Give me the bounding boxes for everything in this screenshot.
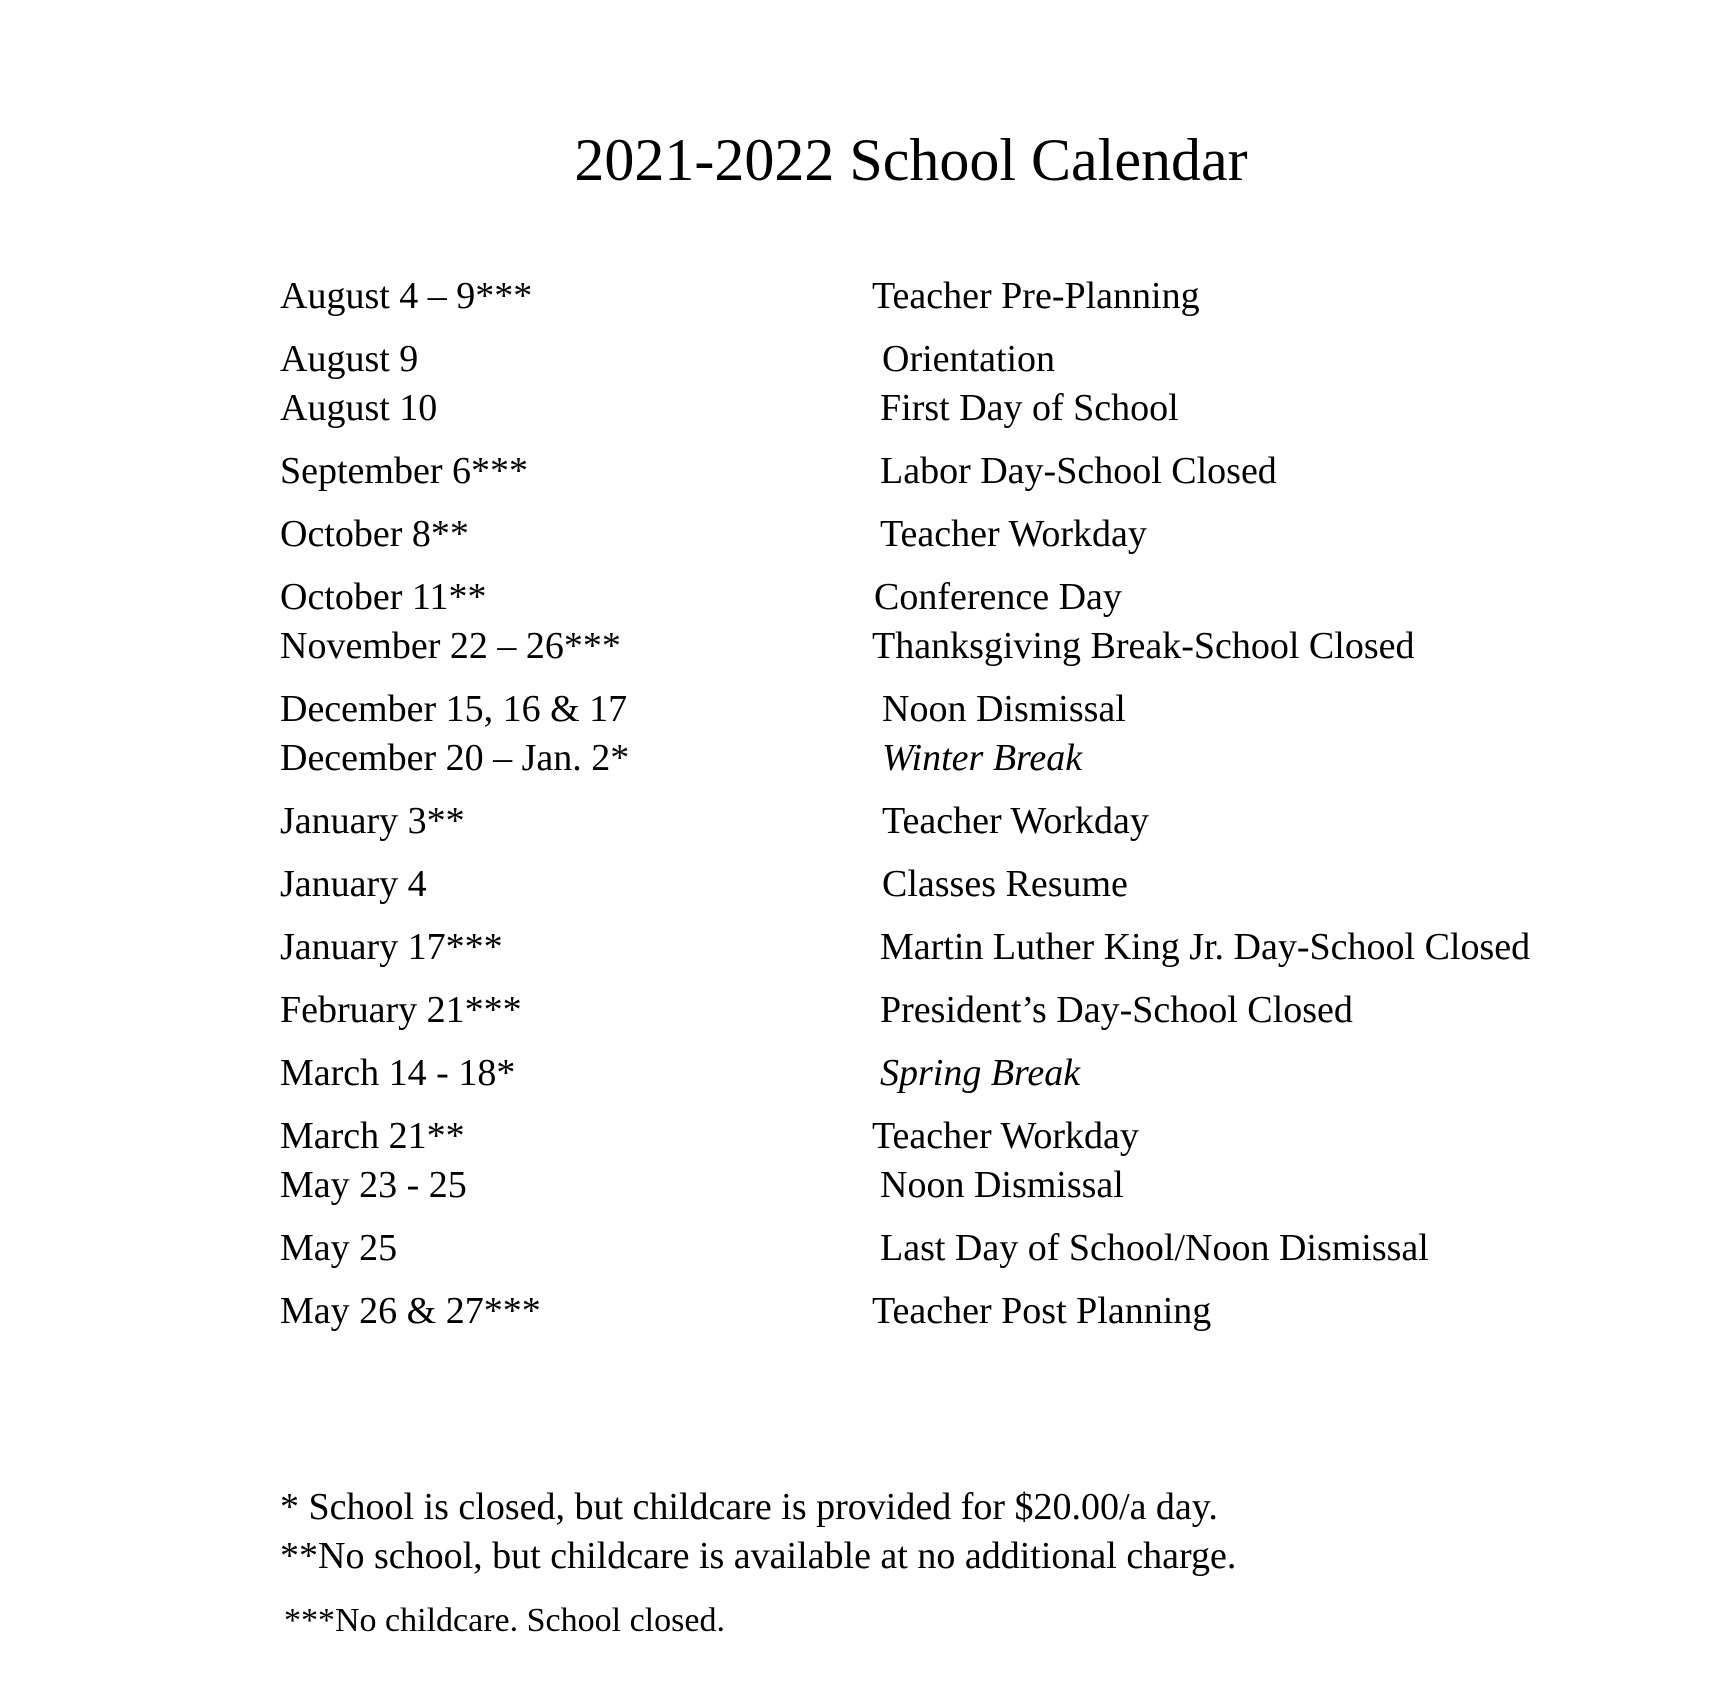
- calendar-date: March 14 - 18*: [280, 1052, 516, 1094]
- calendar-event: Last Day of School/Noon Dismissal: [880, 1227, 1429, 1269]
- calendar-event: President’s Day-School Closed: [880, 989, 1353, 1031]
- calendar-date: February 21***: [280, 989, 522, 1031]
- calendar-event: Teacher Workday: [882, 800, 1149, 842]
- calendar-event: Noon Dismissal: [880, 1164, 1124, 1206]
- calendar-event: Teacher Post Planning: [872, 1290, 1212, 1332]
- calendar-event: Teacher Workday: [872, 1115, 1139, 1157]
- calendar-date: November 22 – 26***: [280, 625, 621, 667]
- calendar-date: March 21**: [280, 1115, 465, 1157]
- calendar-date: October 11**: [280, 576, 487, 618]
- calendar-event: Labor Day-School Closed: [880, 450, 1277, 492]
- calendar-date: January 3**: [280, 800, 465, 842]
- calendar-date: December 15, 16 & 17: [280, 688, 628, 730]
- calendar-date: August 4 – 9***: [280, 275, 533, 317]
- calendar-event: Martin Luther King Jr. Day-School Closed: [880, 926, 1531, 968]
- footnotes: [280, 0, 1480, 1696]
- calendar-date: January 4: [280, 863, 427, 905]
- calendar-date: December 20 – Jan. 2*: [280, 737, 630, 779]
- calendar-date: May 25: [280, 1227, 398, 1269]
- calendar-event: First Day of School: [880, 387, 1179, 429]
- calendar-date: August 10: [280, 387, 438, 429]
- footnote-triple-asterisk: ***No childcare. School closed.: [284, 1602, 725, 1639]
- calendar-event: Thanksgiving Break-School Closed: [872, 625, 1415, 667]
- calendar-event: Winter Break: [882, 737, 1083, 779]
- calendar-event: Teacher Pre-Planning: [872, 275, 1200, 317]
- calendar-date: October 8**: [280, 513, 469, 555]
- page-title: 2021-2022 School Calendar: [574, 127, 1248, 193]
- calendar-event: Conference Day: [874, 576, 1122, 618]
- calendar-date: May 26 & 27***: [280, 1290, 541, 1332]
- calendar-date: September 6***: [280, 450, 529, 492]
- calendar-event: Classes Resume: [882, 863, 1128, 905]
- calendar-event: Spring Break: [880, 1052, 1081, 1094]
- calendar-event: Teacher Workday: [880, 513, 1147, 555]
- calendar-event: Orientation: [882, 338, 1056, 380]
- footnote-single-asterisk: * School is closed, but childcare is provided for $20.00/a day.: [280, 1486, 1218, 1528]
- calendar-date: August 9: [280, 338, 419, 380]
- calendar-date: January 17***: [280, 926, 503, 968]
- footnote-double-asterisk: **No school, but childcare is available at no additional charge.: [280, 1535, 1237, 1577]
- calendar-date: May 23 - 25: [280, 1164, 467, 1206]
- calendar-event: Noon Dismissal: [882, 688, 1126, 730]
